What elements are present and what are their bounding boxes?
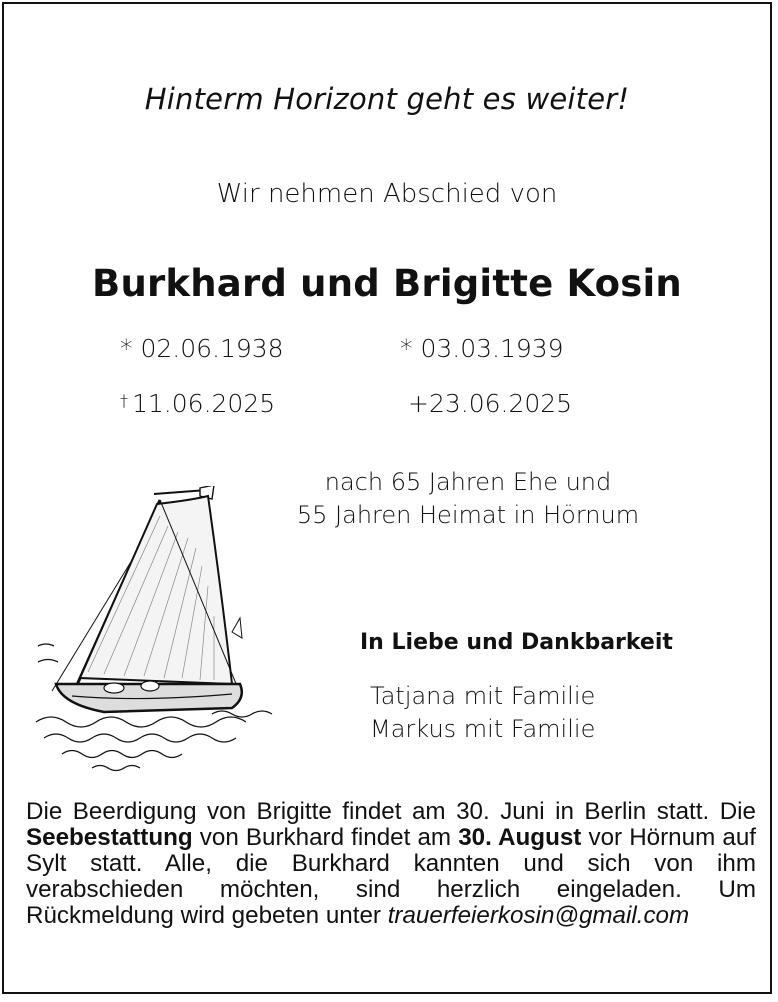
funeral-notice — [26, 799, 756, 929]
deceased-names: Burkhard und Brigitte Kosin — [92, 262, 682, 305]
motto-heading: Hinterm Horizont geht es weiter! — [144, 82, 630, 116]
sailboat-illustration — [32, 486, 282, 776]
thanks-heading: In Liebe und Dankbarkeit — [360, 630, 673, 655]
burkhard-birth-date: * 02.06.1938 — [120, 334, 284, 363]
cross-symbol: † — [120, 391, 128, 410]
marriage-years-text: nach 65 Jahren Ehe und — [324, 468, 612, 496]
notice-text-2: von Burkhard findet am — [192, 824, 459, 851]
brigitte-birth-date: * 03.03.1939 — [400, 334, 564, 363]
notice-text-1: Die Beerdigung von Brigitte findet am 30. Juni in Berlin statt. Die — [26, 798, 756, 825]
home-years-text: 55 Jahren Heimat in Hörnum — [296, 501, 640, 529]
intro-text: Wir nehmen Abschied von — [216, 179, 558, 209]
notice-text-3: vor Hörnum auf Sylt statt. Alle, die Burkhard kannten und sich von ihm verabschieden möchten, sind herzlich eingeladen. Um Rückmeldung wird gebeten unter — [26, 824, 756, 929]
burkhard-death-date — [120, 389, 275, 418]
family-member-2: Markus mit Familie — [370, 715, 596, 743]
obituary-card — [2, 2, 772, 994]
burkhard-death-date-value: 11.06.2025 — [132, 389, 276, 418]
contact-email[interactable]: trauerfeierkosin@gmail.com — [387, 902, 690, 929]
brigitte-death-date: +23.06.2025 — [408, 389, 573, 418]
notice-date: 30. August — [458, 824, 582, 851]
notice-seebestattung: Seebestattung — [26, 824, 193, 851]
family-member-1: Tatjana mit Familie — [370, 682, 596, 710]
